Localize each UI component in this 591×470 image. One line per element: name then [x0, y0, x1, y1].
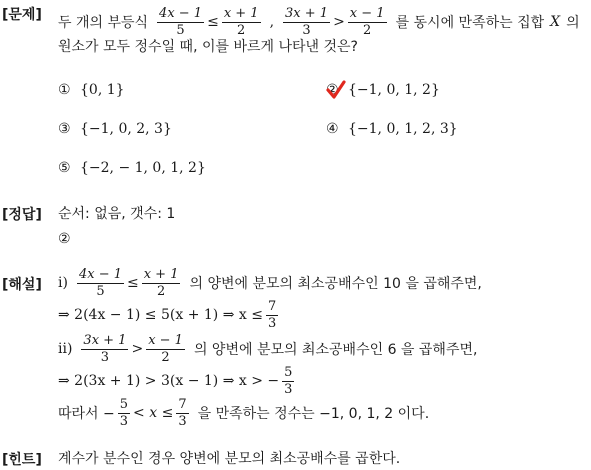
- exp-ii-result-frac: [282, 366, 294, 396]
- exp-ii-op: >: [131, 341, 144, 357]
- option-1-text: {0, 1}: [80, 82, 125, 98]
- explanation-conclusion: [58, 396, 429, 430]
- problem-text-a: 두 개의 부등식: [58, 15, 149, 31]
- ineq1-left-den: 5: [176, 22, 185, 38]
- option-3-mark: ③: [58, 121, 71, 137]
- exp-i-frac-1: [77, 268, 124, 298]
- red-checkmark-icon: [326, 80, 346, 100]
- answer-line-2: ②: [58, 231, 71, 247]
- exp-ii-num-1: 3x + 1: [83, 332, 127, 348]
- answer-line-1: 순서: 없음, 갯수: 1: [58, 206, 176, 222]
- ineq1-op: ≤: [207, 14, 219, 30]
- exp-i-num-1: 4x − 1: [78, 266, 122, 282]
- separator: ,: [269, 14, 275, 30]
- problem-text-b: 를 동시에 만족하는 집합: [395, 15, 545, 31]
- exp-i-den-2: 2: [156, 283, 166, 299]
- ineq2-op: >: [333, 14, 345, 30]
- ineq1-left-frac: [157, 7, 204, 37]
- exp-i-arrow: ⇒ 2(4x − 1) ≤ 5(x + 1) ⇒ x ≤: [58, 307, 263, 323]
- option-2-text: {−1, 0, 1, 2}: [348, 82, 440, 98]
- exp-ii-den-1: 3: [100, 349, 110, 365]
- ineq1-left-num: 4x − 1: [159, 5, 203, 21]
- problem-line-2: 원소가 모두 정수일 때, 이를 바르게 나타낸 것은?: [58, 39, 358, 55]
- answer-tag: [정답]: [2, 207, 42, 223]
- ineq2-left-den: 3: [302, 22, 311, 38]
- option-1[interactable]: [58, 82, 125, 98]
- problem-tag: [문제]: [2, 7, 42, 23]
- hint-tag: [힌트]: [2, 452, 42, 468]
- option-5-text: {−2, − 1, 0, 1, 2}: [80, 160, 206, 176]
- option-4[interactable]: [326, 121, 458, 137]
- exp-ii-frac-1: [81, 334, 128, 364]
- exp-ii-res-den: 3: [284, 381, 293, 397]
- exp-i-result-frac: [266, 300, 278, 330]
- ineq1-right-frac: [222, 7, 261, 37]
- explanation-ii: [58, 332, 477, 366]
- ineq1-right-den: 2: [237, 22, 246, 38]
- ineq2-right-num: x − 1: [349, 5, 385, 21]
- exp-ii-num-2: x − 1: [148, 332, 183, 348]
- option-3[interactable]: [58, 121, 172, 137]
- ineq2-right-frac: [348, 7, 387, 37]
- exp-ii-den-2: 2: [161, 349, 170, 365]
- exp-concl-b: 을 만족하는 정수는 −1, 0, 1, 2 이다.: [197, 406, 430, 422]
- exp-ii-res-num: 5: [284, 364, 293, 380]
- ineq1-right-num: x + 1: [223, 5, 259, 21]
- option-4-mark: ④: [326, 121, 339, 137]
- ineq2-left-frac: [283, 7, 330, 37]
- ineq2-right-den: 2: [363, 22, 372, 38]
- exp-concl-mid: < x ≤: [133, 405, 174, 421]
- explanation-ii-label: ii): [58, 341, 73, 357]
- exp-concl-den-1: 3: [119, 413, 129, 429]
- explanation-i-label: i): [58, 275, 68, 291]
- option-5[interactable]: [58, 160, 206, 176]
- hint-text: 계수가 분수인 경우 양변에 분모의 최소공배수를 곱한다.: [58, 451, 401, 467]
- explanation-tag: [해설]: [2, 277, 42, 293]
- exp-i-den-1: 5: [96, 283, 105, 299]
- exp-i-op: ≤: [126, 275, 139, 291]
- option-2-mark: ②: [326, 82, 339, 98]
- option-5-mark: ⑤: [58, 160, 71, 176]
- ineq2-left-num: 3x + 1: [285, 5, 329, 21]
- exp-concl-a: 따라서 −: [58, 406, 115, 422]
- exp-i-res-den: 3: [267, 315, 277, 331]
- exp-i-frac-2: [142, 268, 181, 298]
- explanation-i-result: [58, 298, 281, 332]
- exp-concl-frac-1: [118, 398, 130, 428]
- exp-i-num-2: x + 1: [143, 266, 179, 282]
- option-4-text: {−1, 0, 1, 2, 3}: [348, 121, 458, 137]
- explanation-ii-result: [58, 364, 297, 398]
- exp-i-res-num: 7: [267, 298, 277, 314]
- exp-i-text: 의 양변에 분모의 최소공배수인 10 을 곱해주면,: [189, 276, 482, 292]
- problem-text-c: 의: [566, 15, 580, 31]
- set-variable: X: [550, 14, 561, 30]
- option-3-text: {−1, 0, 2, 3}: [80, 121, 172, 137]
- explanation-i: [58, 266, 482, 300]
- exp-ii-arrow: ⇒ 2(3x + 1) > 3(x − 1) ⇒ x > −: [58, 373, 280, 389]
- exp-concl-num-2: 7: [178, 396, 187, 412]
- exp-ii-text: 의 양변에 분모의 최소공배수인 6 을 곱해주면,: [193, 342, 478, 358]
- exp-concl-den-2: 3: [178, 413, 187, 429]
- exp-concl-frac-2: [176, 398, 188, 428]
- exp-ii-frac-2: [146, 334, 185, 364]
- exp-concl-num-1: 5: [119, 396, 129, 412]
- option-1-mark: ①: [58, 82, 71, 98]
